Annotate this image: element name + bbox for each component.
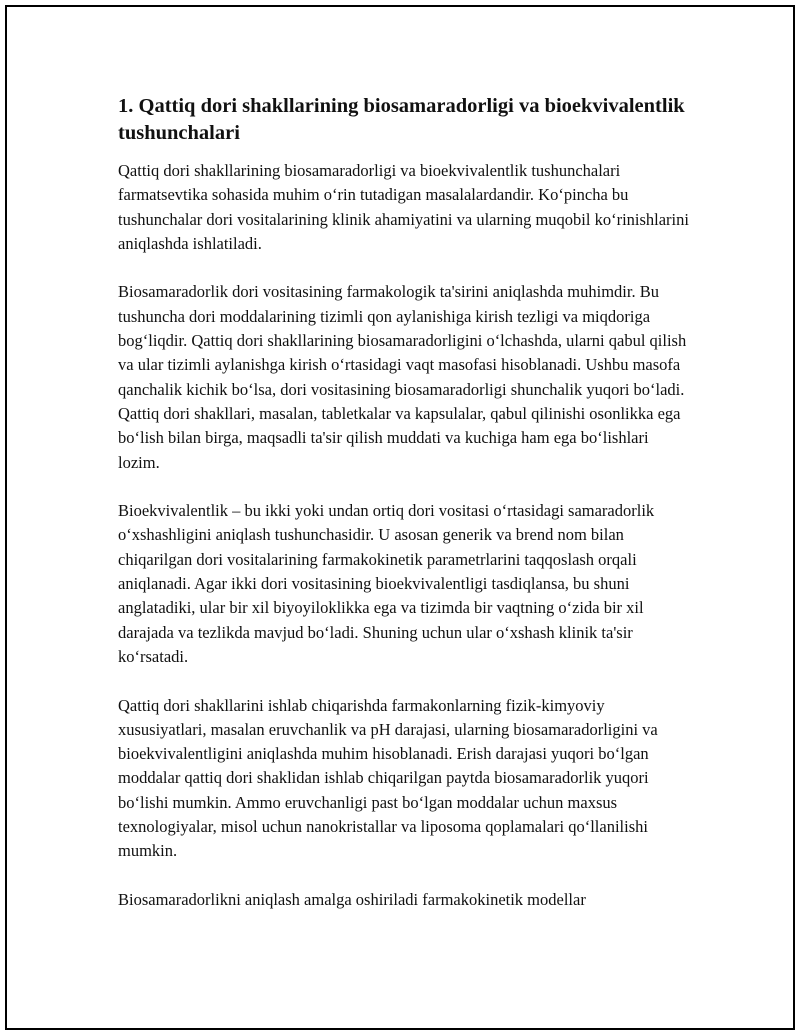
paragraph-ishlab-chiqarish: Qattiq dori shakllarini ishlab chiqarishda farmakonlarning fizik-kimyoviy xususiyatlari, masalan eruvchanlik va pH darajasi, ularning biosamaradorligini va bioekvivalentligini aniqlashda muhim hisoblanadi. Erish darajasi yuqori bo‘lgan moddalar qattiq dori shaklidan ishlab chiqarilgan paytda biosamaradorlik yuqori bo‘lishi mumkin. Ammo eruvchanligi past bo‘lgan moddalar uchun maxsus texnologiyalar, misol uchun nanokristallar va liposoma qoplamalari qo‘llanilishi mumkin. [118,695,658,861]
paragraph-intro: Qattiq dori shakllarining biosamaradorligi va bioekvivalentlik tushunchalari farmatsevtika sohasida muhim o‘rin tutadigan masalalardandir. Ko‘pincha bu tushunchalar dori vositalarining klinik ahamiyatini va ularning muqobil ko‘rinishlarini aniqlashda ishlatiladi. [118,161,689,253]
paragraph-bioekvivalentlik: Bioekvivalentlik – bu ikki yoki undan ortiq dori vositasi o‘rtasidagi samaradorlik o‘xshashligini aniqlash tushunchasidir. U asosan generik va brend nom bilan chiqarilgan dori vositalarining farmakokinetik parametrlarini taqqoslash orqali aniqlanadi. Agar ikki dori vositasining bioekvivalentligi tasdiqlansa, bu shuni anglatadiki, ular bir xil biyoyiloklikka ega va tizimda bir vaqtning o‘zida bir xil darajada va tezlikda mavjud bo‘ladi. Shuning uchun ular o‘xshash klinik ta'sir ko‘rsatadi. [118,501,655,666]
document-body [118,93,690,937]
section-heading: 1. Qattiq dori shakllarining biosamaradorligi va bioekvivalentlik tushunchalari [118,95,685,144]
paragraph-biosamaradorlik: Biosamaradorlik dori vositasining farmakologik ta'sirini aniqlashda muhimdir. Bu tushuncha dori moddalarining tizimli qon aylanishiga kirish tezligi va miqdoriga bog‘liqdir. Qattiq dori shakllarining biosamaradorligini o‘lchashda, ularni qabul qilish va ular tizimli aylanishga kirish o‘rtasidagi vaqt masofasi hisoblanadi. Ushbu masofa qanchalik kichik bo‘lsa, dori vositasining biosamaradorligi shunchalik yuqori bo‘ladi. Qattiq dori shakllari, masalan, tabletkalar va kapsulalar, qabul qilinishi osonlikka ega bo‘lish bilan birga, maqsadli ta'sir qilish muddati va kuchiga ham ega bo‘lishlari lozim. [118,282,687,472]
paragraph-aniqlash: Biosamaradorlikni aniqlash amalga oshiriladi farmakokinetik modellar [118,889,586,909]
